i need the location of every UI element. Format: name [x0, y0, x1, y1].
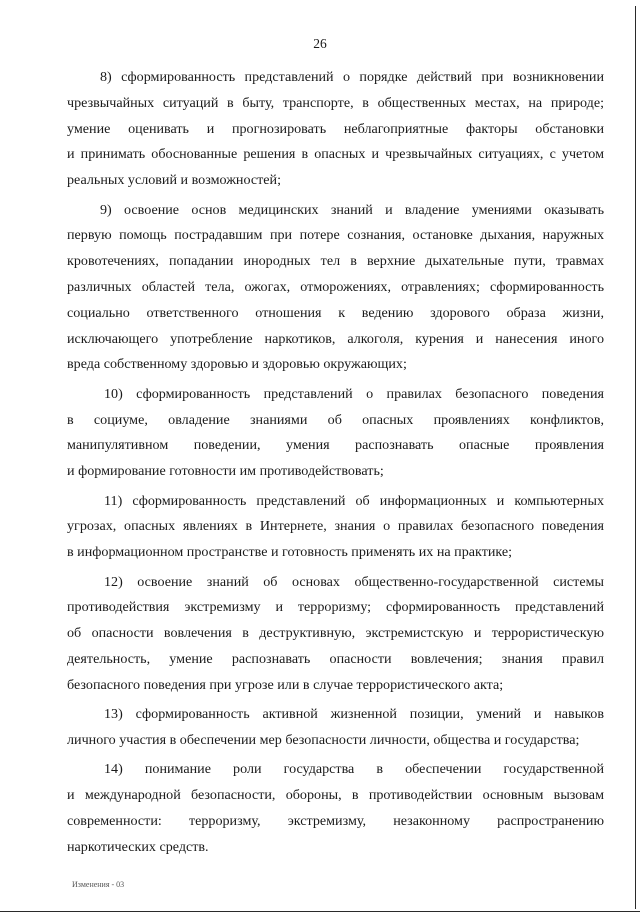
- text-line: наркотических средств.: [67, 838, 209, 855]
- text-line: деятельность, умение распознавать опасности вовлечения; знания правил: [67, 650, 604, 667]
- text-line: кровотечениях, попадании инородных тел в верхние дыхательные пути, травмах: [67, 253, 604, 270]
- text-line: 12) освоение знаний об основах общественно-государственной системы: [104, 573, 604, 590]
- text-line: в социуме, овладение знаниями об опасных проявлениях конфликтов,: [67, 411, 604, 428]
- text-line: 9) освоение основ медицинских знаний и владение умениями оказывать: [100, 201, 604, 218]
- text-line: и принимать обоснованные решения в опасных и чрезвычайных ситуациях, с учетом: [67, 146, 604, 163]
- text-line: безопасного поведения при угрозе или в случае террористического акта;: [67, 676, 504, 693]
- document-body: [67, 65, 604, 864]
- text-line: и международной безопасности, обороны, в противодействии основным вызовам: [67, 787, 604, 804]
- list-item-10: [67, 382, 604, 485]
- scan-edge-right: [635, 6, 636, 909]
- text-line: в информационном пространстве и готовность применять их на практике;: [67, 544, 513, 561]
- text-line: противодействия экстремизму и терроризму; сформированность представлений: [67, 599, 604, 616]
- list-item-9: [67, 198, 604, 379]
- list-item-8: [67, 65, 604, 194]
- text-line: чрезвычайных ситуаций в быту, транспорте, в общественных местах, на природе;: [67, 94, 604, 111]
- list-item-13: [67, 702, 604, 754]
- text-line: 14) понимание роли государства в обеспечении государственной: [104, 761, 604, 778]
- list-item-14: [67, 757, 604, 860]
- text-line: первую помощь пострадавшим при потере сознания, остановке дыхания, наружных: [67, 227, 604, 244]
- text-line: социально ответственного отношения к ведению здорового образа жизни,: [67, 304, 604, 321]
- text-line: об опасности вовлечения в деструктивную, экстремистскую и террористическую: [67, 625, 604, 642]
- text-line: 13) сформированность активной жизненной позиции, умений и навыков: [104, 706, 604, 723]
- text-line: угрозах, опасных явлениях в Интернете, знания о правилах безопасного поведения: [67, 518, 604, 535]
- text-line: современности: терроризму, экстремизму, незаконному распространению: [67, 812, 604, 829]
- text-line: исключающего употребление наркотиков, алкоголя, курения и нанесения иного: [67, 330, 604, 347]
- list-item-12: [67, 570, 604, 699]
- text-line: 11) сформированность представлений об информационных и компьютерных: [104, 492, 604, 509]
- text-line: различных областей тела, ожогах, отморожениях, отравлениях; сформированность: [67, 278, 604, 295]
- text-line: личного участия в обеспечении мер безопасности личности, общества и государства;: [67, 731, 580, 748]
- text-line: 10) сформированность представлений о правилах безопасного поведения: [104, 385, 604, 402]
- scan-edge-bottom: [0, 911, 640, 912]
- footer-note: Изменения - 03: [72, 880, 125, 889]
- text-line: 8) сформированность представлений о порядке действий при возникновении: [100, 69, 604, 85]
- page-number: 26: [313, 36, 327, 51]
- list-item-11: [67, 489, 604, 566]
- text-line: умение оценивать и прогнозировать неблагоприятные факторы обстановки: [67, 120, 604, 137]
- text-line: вреда собственному здоровью и здоровью окружающих;: [67, 356, 407, 373]
- text-line: манипулятивном поведении, умения распознавать опасные проявления: [67, 437, 604, 454]
- text-line: реальных условий и возможностей;: [67, 172, 282, 189]
- text-line: и формирование готовности им противодействовать;: [67, 463, 384, 480]
